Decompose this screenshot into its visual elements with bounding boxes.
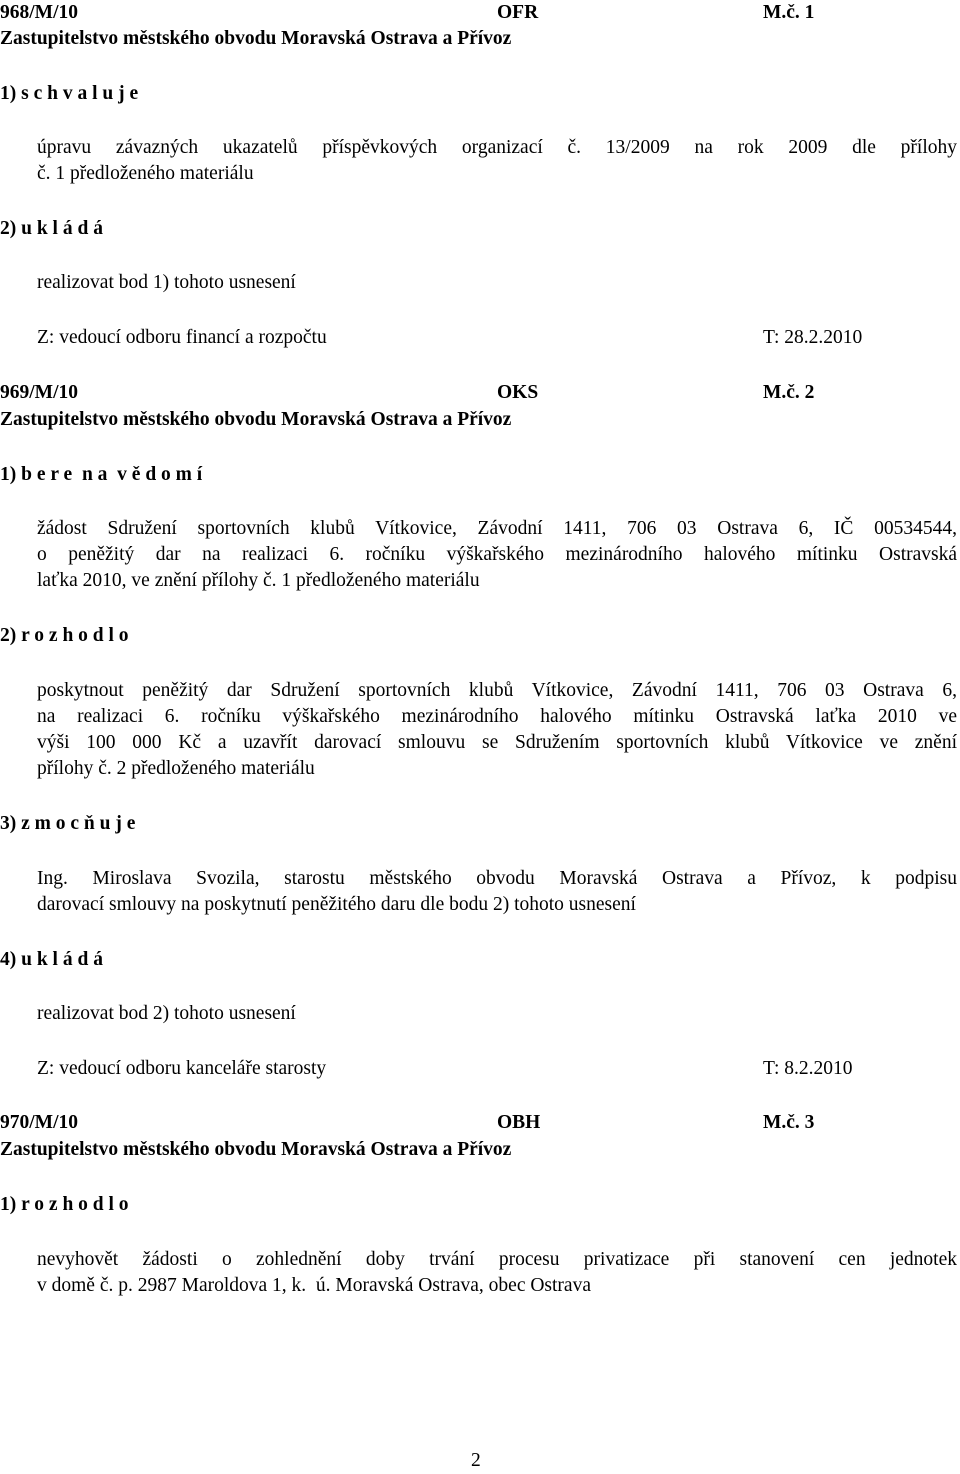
council-name: Zastupitelstvo městského obvodu Moravská Ostrava a Přívoz <box>0 28 512 49</box>
point-text-line: o peněžitý dar na realizaci 6. ročníku výškařského mezinárodního halového mítinku Ostravská <box>37 544 957 565</box>
point-heading: 1) b e r e n a v ě d o m í <box>0 464 203 485</box>
point-text-line: poskytnout peněžitý dar Sdružení sportovních klubů Vítkovice, Závodní 1411, 706 03 Ostrava 6, <box>37 680 957 701</box>
material-number: M.č. 2 <box>763 382 815 403</box>
resolution-969-header <box>0 380 960 406</box>
point-text-line: v domě č. p. 2987 Maroldova 1, k. ú. Moravská Ostrava, obec Ostrava <box>37 1275 591 1296</box>
point-text-line: na realizaci 6. ročníku výškařského mezinárodního halového mítinku Ostravská laťka 2010 ve <box>37 706 957 727</box>
responsible-person: Z: vedoucí odboru financí a rozpočtu <box>37 327 327 348</box>
deadline: T: 8.2.2010 <box>763 1058 853 1079</box>
point-text-line: úpravu závazných ukazatelů příspěvkových organizací č. 13/2009 na rok 2009 dle přílohy <box>37 137 957 158</box>
page-number: 2 <box>471 1450 481 1471</box>
responsible-person: Z: vedoucí odboru kanceláře starosty <box>37 1058 327 1079</box>
point-heading: 4) u k l á d á <box>0 949 103 970</box>
point-text-line: Ing. Miroslava Svozila, starostu městského obvodu Moravská Ostrava a Přívoz, k podpisu <box>37 868 957 889</box>
resolution-number: 970/M/10 <box>0 1112 78 1133</box>
material-number: M.č. 3 <box>763 1112 815 1133</box>
point-text-line: nevyhovět žádosti o zohlednění doby trvání procesu privatizace při stanovení cen jednotek <box>37 1249 957 1270</box>
resolution-970-header <box>0 1110 960 1136</box>
point-text-line: přílohy č. 2 předloženého materiálu <box>37 758 315 779</box>
point-heading: 2) r o z h o d l o <box>0 625 129 646</box>
point-text-line: realizovat bod 2) tohoto usnesení <box>37 1003 296 1024</box>
resolution-number: 968/M/10 <box>0 2 78 23</box>
department-code: OKS <box>497 382 539 403</box>
point-heading: 2) u k l á d á <box>0 218 103 239</box>
point-text-line: výši 100 000 Kč a uzavřít darovací smlouvu se Sdružením sportovních klubů Vítkovice ve znění <box>37 732 957 753</box>
council-name: Zastupitelstvo městského obvodu Moravská Ostrava a Přívoz <box>0 409 512 430</box>
department-code: OFR <box>497 2 539 23</box>
material-number: M.č. 1 <box>763 2 815 23</box>
point-text-line: č. 1 předloženého materiálu <box>37 163 254 184</box>
point-text-line: žádost Sdružení sportovních klubů Vítkovice, Závodní 1411, 706 03 Ostrava 6, IČ 00534544, <box>37 518 957 539</box>
point-text-line: realizovat bod 1) tohoto usnesení <box>37 272 296 293</box>
point-text-line: laťka 2010, ve znění přílohy č. 1 předloženého materiálu <box>37 570 480 591</box>
resolution-968-header <box>0 0 960 26</box>
deadline: T: 28.2.2010 <box>763 327 863 348</box>
point-heading: 3) z m o c ň u j e <box>0 813 136 834</box>
point-heading: 1) r o z h o d l o <box>0 1194 129 1215</box>
point-heading: 1) s c h v a l u j e <box>0 83 139 104</box>
point-text-line: darovací smlouvy na poskytnutí peněžitého daru dle bodu 2) tohoto usnesení <box>37 894 636 915</box>
council-name: Zastupitelstvo městského obvodu Moravská Ostrava a Přívoz <box>0 1139 512 1160</box>
department-code: OBH <box>497 1112 541 1133</box>
resolution-number: 969/M/10 <box>0 382 78 403</box>
